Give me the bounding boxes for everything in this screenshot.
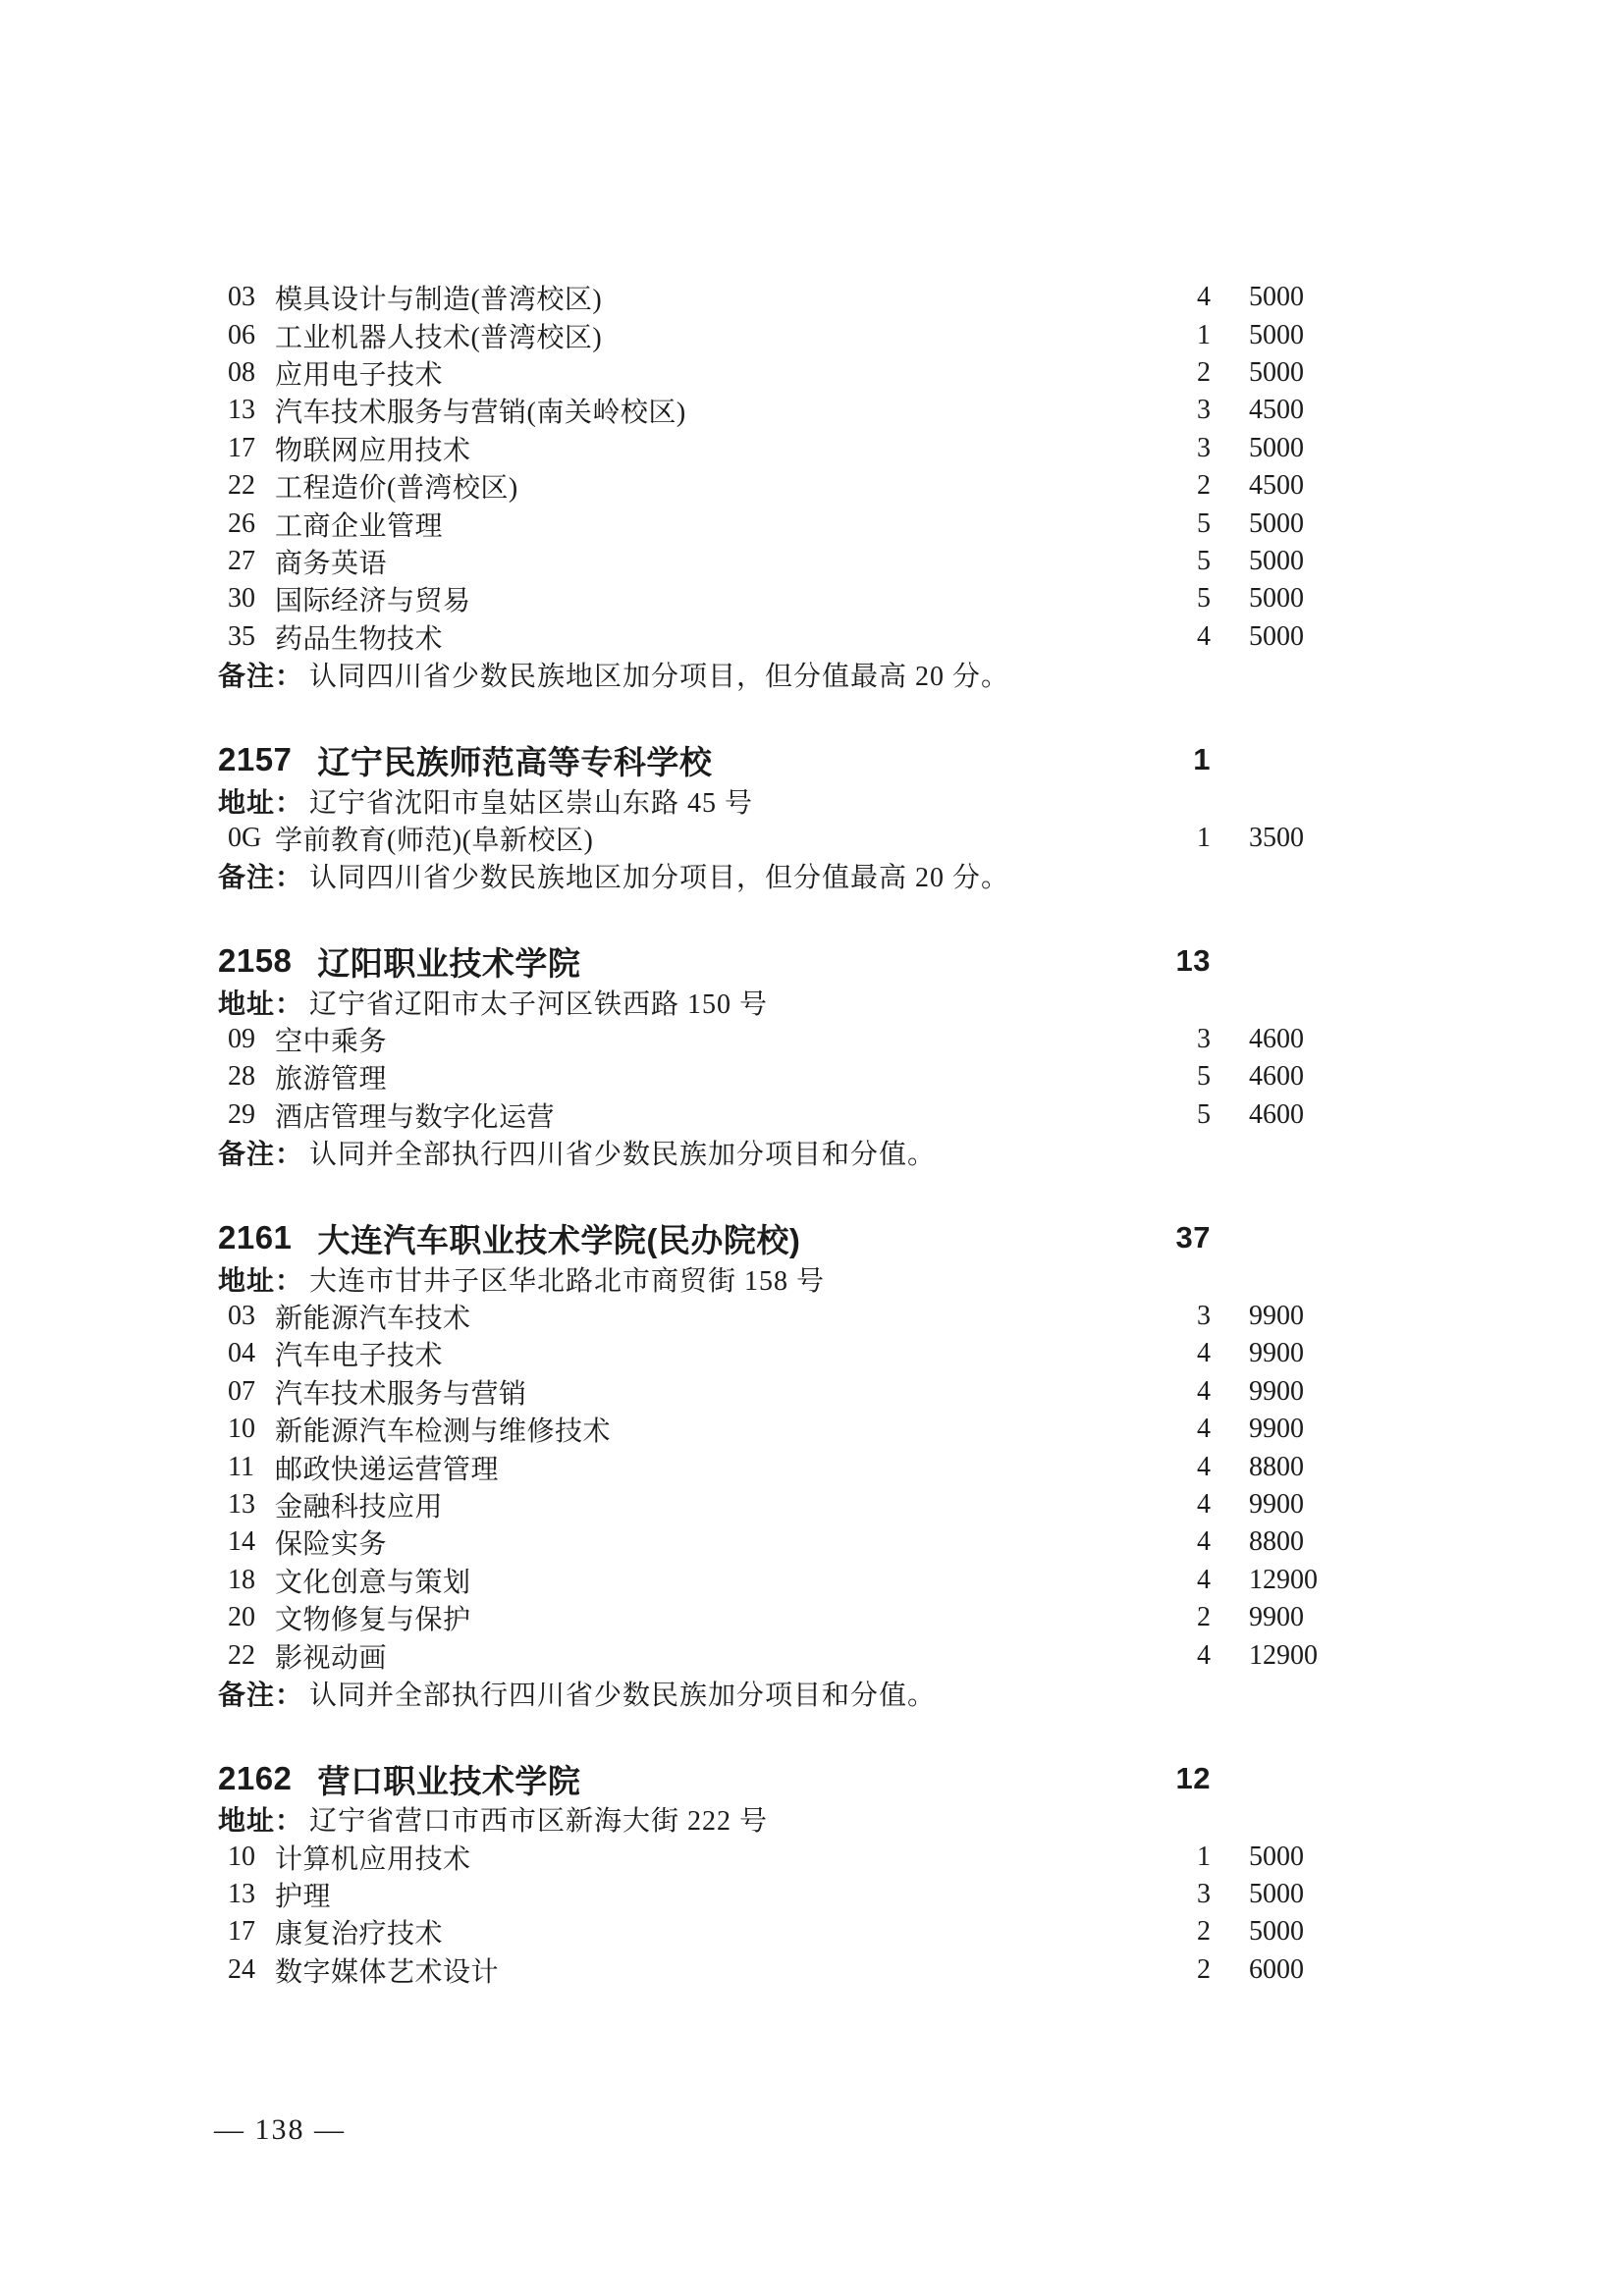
program-code: 22: [228, 470, 255, 502]
remark-label: 备注：: [218, 862, 304, 893]
program-tuition: 4500: [1249, 470, 1304, 502]
school-section-2162: [218, 1757, 1414, 1989]
program-tuition: 5000: [1249, 620, 1304, 652]
program-code: 27: [228, 545, 255, 576]
remark-row: [218, 1134, 1414, 1171]
program-row: [218, 392, 1414, 429]
program-code: 10: [228, 1414, 255, 1445]
program-list: [218, 1839, 1414, 1990]
program-name: 物联网应用技术: [275, 435, 471, 466]
program-row: [218, 1486, 1414, 1523]
program-tuition: 9900: [1249, 1301, 1304, 1331]
program-tuition: 9900: [1249, 1414, 1304, 1445]
address-text: 辽宁省辽阳市太子河区铁西路 150 号: [309, 988, 769, 1020]
program-quota: 2: [1197, 470, 1211, 502]
school-name: 大连汽车职业技术学院(民办院校): [317, 1221, 801, 1258]
program-name: 学前教育(师范)(阜新校区): [275, 825, 594, 856]
remark-label: 备注：: [218, 661, 304, 692]
program-name: 应用电子技术: [275, 359, 444, 391]
school-total-quota: 37: [1175, 1220, 1211, 1255]
program-quota: 5: [1197, 1098, 1211, 1130]
program-code: 18: [228, 1564, 255, 1595]
program-list: [218, 279, 1414, 656]
program-quota: 4: [1197, 1639, 1211, 1671]
school-total-quota: 1: [1193, 742, 1211, 777]
program-quota: 4: [1197, 282, 1211, 313]
program-code: 20: [228, 1602, 255, 1633]
program-code: 06: [228, 319, 255, 350]
program-name: 文化创意与策划: [275, 1567, 471, 1598]
address-row: [218, 983, 1414, 1020]
program-list: [218, 820, 1414, 857]
program-quota: 4: [1197, 1414, 1211, 1445]
program-tuition: 9900: [1249, 1338, 1304, 1369]
school-code: 2157: [218, 741, 293, 778]
program-name: 新能源汽车检测与维修技术: [275, 1416, 612, 1448]
program-code: 0G: [228, 822, 262, 853]
program-name: 旅游管理: [275, 1064, 388, 1095]
program-tuition: 5000: [1249, 319, 1304, 350]
program-name: 新能源汽车技术: [275, 1304, 471, 1335]
program-row: [218, 1298, 1414, 1335]
remark-text: 认同并全部执行四川省少数民族加分项目和分值。: [309, 1680, 937, 1711]
program-quota: 3: [1197, 395, 1211, 426]
program-tuition: 5000: [1249, 1841, 1304, 1872]
program-code: 35: [228, 620, 255, 652]
program-row: [218, 1335, 1414, 1372]
program-row: [218, 1876, 1414, 1913]
program-row: [218, 1373, 1414, 1411]
program-code: 10: [228, 1841, 255, 1872]
address-label: 地址：: [218, 988, 304, 1019]
program-row: [218, 316, 1414, 353]
program-quota: 5: [1197, 545, 1211, 576]
school-header: [218, 738, 1414, 781]
program-quota: 4: [1197, 1564, 1211, 1595]
address-text: 辽宁省沈阳市皇姑区崇山东路 45 号: [309, 787, 754, 819]
program-tuition: 5000: [1249, 1879, 1304, 1910]
program-quota: 5: [1197, 583, 1211, 614]
school-section-2161: [218, 1216, 1414, 1712]
program-code: 17: [228, 1916, 255, 1948]
school-header: [218, 1216, 1414, 1259]
school-name: 辽阳职业技术学院: [317, 944, 581, 982]
program-quota: 2: [1197, 1916, 1211, 1948]
program-row: [218, 1411, 1414, 1448]
program-code: 09: [228, 1024, 255, 1055]
program-code: 13: [228, 1488, 255, 1520]
program-code: 17: [228, 432, 255, 463]
school-code: 2161: [218, 1219, 293, 1256]
program-row: [218, 1096, 1414, 1134]
program-name: 护理: [275, 1882, 332, 1913]
remark-label: 备注：: [218, 1679, 304, 1710]
remark-row: [218, 1675, 1414, 1712]
program-row: [218, 1913, 1414, 1950]
program-row: [218, 543, 1414, 580]
remark-row: [218, 857, 1414, 894]
program-quota: 5: [1197, 1061, 1211, 1093]
address-label: 地址：: [218, 1805, 304, 1837]
program-quota: 4: [1197, 1375, 1211, 1407]
program-name: 商务英语: [275, 548, 388, 579]
program-code: 03: [228, 1301, 255, 1331]
program-quota: 2: [1197, 1953, 1211, 1985]
program-tuition: 4500: [1249, 395, 1304, 426]
program-code: 03: [228, 282, 255, 313]
program-tuition: 5000: [1249, 356, 1304, 388]
program-row: [218, 430, 1414, 467]
program-name: 酒店管理与数字化运营: [275, 1101, 556, 1133]
program-tuition: 9900: [1249, 1488, 1304, 1520]
school-code: 2162: [218, 1760, 293, 1797]
program-name: 康复治疗技术: [275, 1919, 444, 1950]
program-quota: 3: [1197, 432, 1211, 463]
program-quota: 2: [1197, 1602, 1211, 1633]
school-header: [218, 939, 1414, 983]
program-name: 文物修复与保护: [275, 1605, 471, 1636]
program-tuition: 6000: [1249, 1953, 1304, 1985]
program-row: [218, 354, 1414, 392]
program-tuition: 5000: [1249, 432, 1304, 463]
program-name: 汽车电子技术: [275, 1341, 444, 1372]
page-number: — 138 —: [214, 2113, 346, 2146]
address-row: [218, 1800, 1414, 1838]
program-row: [218, 279, 1414, 316]
program-row: [218, 1448, 1414, 1485]
program-quota: 4: [1197, 1488, 1211, 1520]
program-name: 计算机应用技术: [275, 1843, 471, 1875]
school-section-2157: [218, 738, 1414, 894]
program-tuition: 9900: [1249, 1602, 1304, 1633]
program-row: [218, 1562, 1414, 1599]
program-tuition: 5000: [1249, 282, 1304, 313]
program-quota: 1: [1197, 319, 1211, 350]
address-label: 地址：: [218, 786, 304, 818]
program-list: [218, 1021, 1414, 1134]
program-code: 14: [228, 1526, 255, 1558]
program-name: 模具设计与制造(普湾校区): [275, 285, 603, 316]
school-section-continued: [218, 279, 1414, 693]
program-tuition: 5000: [1249, 507, 1304, 539]
program-name: 国际经济与贸易: [275, 586, 471, 617]
program-quota: 5: [1197, 507, 1211, 539]
program-quota: 1: [1197, 822, 1211, 853]
program-quota: 3: [1197, 1879, 1211, 1910]
program-row: [218, 467, 1414, 505]
program-tuition: 12900: [1249, 1639, 1318, 1671]
program-quota: 3: [1197, 1024, 1211, 1055]
school-total-quota: 12: [1175, 1761, 1211, 1796]
program-code: 04: [228, 1338, 255, 1369]
program-name: 保险实务: [275, 1529, 388, 1561]
program-code: 26: [228, 507, 255, 539]
program-tuition: 8800: [1249, 1526, 1304, 1558]
address-row: [218, 781, 1414, 819]
program-quota: 4: [1197, 1451, 1211, 1482]
program-name: 工业机器人技术(普湾校区): [275, 322, 603, 353]
address-label: 地址：: [218, 1264, 304, 1296]
school-section-2158: [218, 939, 1414, 1171]
address-text: 辽宁省营口市西市区新海大街 222 号: [309, 1806, 769, 1838]
program-name: 工程造价(普湾校区): [275, 473, 518, 505]
program-quota: 4: [1197, 1338, 1211, 1369]
program-code: 13: [228, 395, 255, 426]
admission-plan-list: [218, 279, 1414, 1989]
program-name: 金融科技应用: [275, 1491, 444, 1522]
program-tuition: 5000: [1249, 1916, 1304, 1948]
program-code: 11: [228, 1451, 254, 1482]
program-tuition: 4600: [1249, 1061, 1304, 1093]
school-total-quota: 13: [1175, 943, 1211, 979]
program-quota: 4: [1197, 620, 1211, 652]
program-name: 影视动画: [275, 1642, 388, 1674]
program-tuition: 5000: [1249, 545, 1304, 576]
program-tuition: 3500: [1249, 822, 1304, 853]
program-name: 空中乘务: [275, 1027, 388, 1058]
program-row: [218, 1839, 1414, 1876]
program-quota: 4: [1197, 1526, 1211, 1558]
program-code: 24: [228, 1953, 255, 1985]
program-row: [218, 1951, 1414, 1989]
program-tuition: 8800: [1249, 1451, 1304, 1482]
program-list: [218, 1298, 1414, 1675]
program-code: 29: [228, 1098, 255, 1130]
program-code: 22: [228, 1639, 255, 1671]
program-code: 30: [228, 583, 255, 614]
remark-text: 认同并全部执行四川省少数民族加分项目和分值。: [309, 1140, 937, 1171]
program-row: [218, 505, 1414, 542]
remark-row: [218, 656, 1414, 693]
program-tuition: 4600: [1249, 1098, 1304, 1130]
program-row: [218, 820, 1414, 857]
address-row: [218, 1259, 1414, 1297]
program-name: 药品生物技术: [275, 623, 444, 655]
program-row: [218, 618, 1414, 656]
program-quota: 3: [1197, 1301, 1211, 1331]
program-code: 13: [228, 1879, 255, 1910]
program-name: 汽车技术服务与营销(南关岭校区): [275, 398, 686, 429]
program-code: 07: [228, 1375, 255, 1407]
program-quota: 2: [1197, 356, 1211, 388]
program-row: [218, 1021, 1414, 1058]
school-name: 营口职业技术学院: [317, 1762, 581, 1799]
program-tuition: 12900: [1249, 1564, 1318, 1595]
program-code: 08: [228, 356, 255, 388]
program-row: [218, 1058, 1414, 1095]
program-name: 邮政快递运营管理: [275, 1454, 500, 1485]
program-row: [218, 580, 1414, 617]
program-row: [218, 1523, 1414, 1561]
program-tuition: 5000: [1249, 583, 1304, 614]
program-tuition: 9900: [1249, 1375, 1304, 1407]
program-code: 28: [228, 1061, 255, 1093]
address-text: 大连市甘井子区华北路北市商贸街 158 号: [309, 1265, 826, 1297]
program-name: 汽车技术服务与营销: [275, 1378, 527, 1410]
school-header: [218, 1757, 1414, 1800]
program-row: [218, 1599, 1414, 1636]
program-name: 数字媒体艺术设计: [275, 1956, 500, 1988]
program-tuition: 4600: [1249, 1024, 1304, 1055]
remark-label: 备注：: [218, 1139, 304, 1170]
program-row: [218, 1636, 1414, 1674]
program-quota: 1: [1197, 1841, 1211, 1872]
remark-text: 认同四川省少数民族地区加分项目，但分值最高 20 分。: [309, 662, 1010, 693]
school-code: 2158: [218, 942, 293, 980]
remark-text: 认同四川省少数民族地区加分项目，但分值最高 20 分。: [309, 863, 1010, 894]
program-name: 工商企业管理: [275, 510, 444, 542]
school-name: 辽宁民族师范高等专科学校: [317, 743, 713, 780]
